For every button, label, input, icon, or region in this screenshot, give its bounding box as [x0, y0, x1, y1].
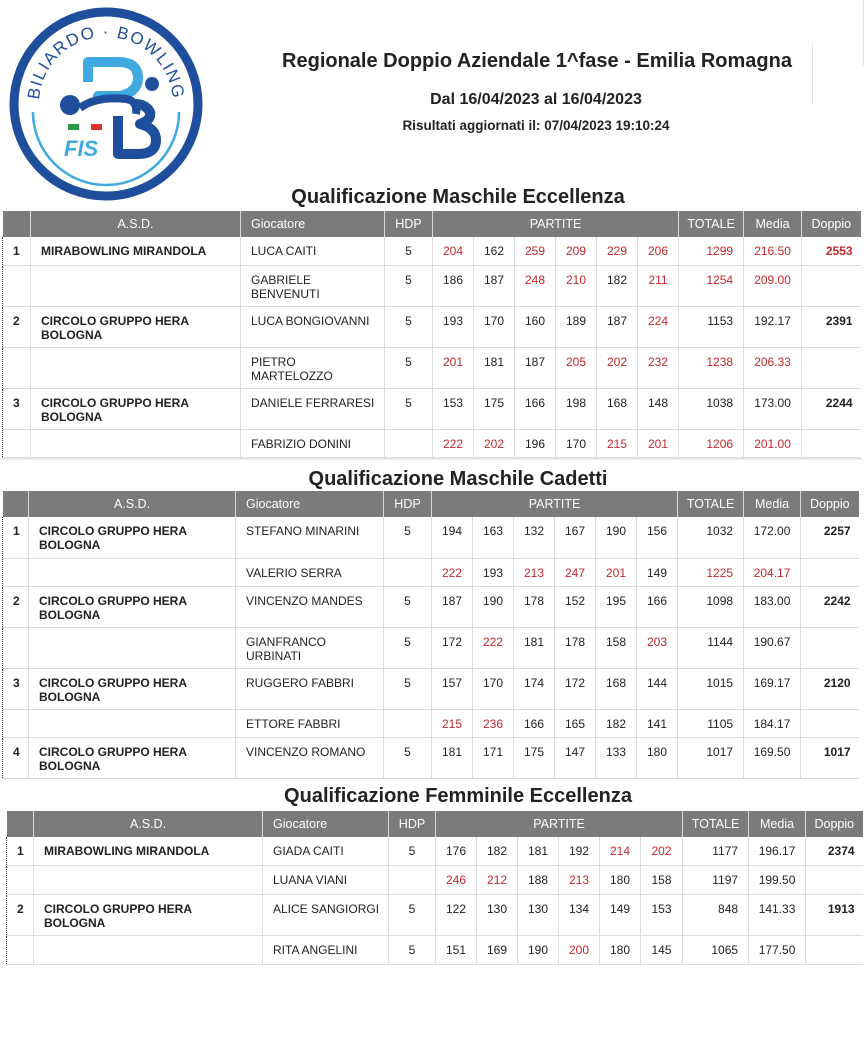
date-range: Dal 16/04/2023 al 16/04/2023: [430, 91, 642, 108]
game-score-cell: 122: [436, 894, 477, 935]
doubles-total-cell: 1913: [806, 894, 863, 935]
hdp-cell: 5: [385, 237, 433, 265]
hdp-cell: 5: [385, 388, 433, 429]
game-score-cell: 246: [436, 865, 477, 894]
hdp-cell: 5: [384, 586, 432, 627]
game-score-cell: 187: [597, 306, 638, 347]
table-row: [3, 237, 861, 265]
logo-top-text: BILIARDO · BOWLING: [24, 21, 189, 101]
divider: [863, 0, 864, 66]
doubles-total-cell: 2242: [801, 586, 859, 627]
game-score-cell: 215: [432, 709, 473, 737]
table-row: [3, 265, 861, 306]
hdp-cell: 5: [385, 306, 433, 347]
game-score-cell: 181: [518, 837, 559, 865]
total-cell: 1098: [678, 586, 744, 627]
doubles-total-cell: [801, 627, 859, 668]
game-score-cell: 178: [555, 627, 596, 668]
club-cell: CIRCOLO GRUPPO HERA BOLOGNA: [31, 388, 241, 429]
game-score-cell: 190: [473, 586, 514, 627]
rank-cell: [3, 347, 31, 388]
game-score-cell: 181: [432, 737, 473, 778]
game-score-cell: 147: [555, 737, 596, 778]
table-row: [3, 627, 859, 668]
average-cell: 172.00: [744, 517, 801, 558]
game-score-cell: 171: [473, 737, 514, 778]
game-score-cell: 178: [514, 586, 555, 627]
club-cell: CIRCOLO GRUPPO HERA BOLOGNA: [29, 586, 236, 627]
hdp-cell: 5: [389, 935, 436, 964]
rank-cell: [3, 429, 31, 457]
col-header-doppio: Doppio: [806, 811, 863, 837]
total-cell: 848: [683, 894, 749, 935]
divider: [812, 44, 813, 104]
average-cell: 201.00: [744, 429, 802, 457]
col-header-hdp: HDP: [384, 491, 432, 517]
game-score-cell: 130: [477, 894, 518, 935]
section-title-femminile-eccellenza: Qualificazione Femminile Eccellenza: [284, 785, 632, 807]
game-score-cell: 193: [433, 306, 474, 347]
game-score-cell: 186: [433, 265, 474, 306]
hdp-cell: 5: [385, 265, 433, 306]
rank-cell: 1: [7, 837, 34, 865]
total-cell: 1038: [679, 388, 744, 429]
game-score-cell: 166: [515, 388, 556, 429]
game-score-cell: 205: [556, 347, 597, 388]
col-header-media: Media: [744, 491, 801, 517]
game-score-cell: 187: [432, 586, 473, 627]
game-score-cell: 210: [556, 265, 597, 306]
average-cell: 196.17: [749, 837, 806, 865]
game-score-cell: 194: [432, 517, 473, 558]
game-score-cell: 156: [637, 517, 678, 558]
player-name-cell: PIETRO MARTELOZZO: [241, 347, 385, 388]
game-score-cell: 182: [596, 709, 637, 737]
table-row: [3, 668, 859, 709]
game-score-cell: 152: [555, 586, 596, 627]
game-score-cell: 168: [597, 388, 638, 429]
club-cell: [34, 865, 263, 894]
table-header-row: [7, 811, 863, 837]
game-score-cell: 236: [473, 709, 514, 737]
game-score-cell: 222: [432, 558, 473, 586]
table-row: [3, 347, 861, 388]
game-score-cell: 232: [638, 347, 679, 388]
col-header-rank: [7, 811, 34, 837]
total-cell: 1238: [679, 347, 744, 388]
doubles-total-cell: [801, 709, 859, 737]
game-score-cell: 149: [637, 558, 678, 586]
club-cell: [29, 558, 236, 586]
table-row: [3, 306, 861, 347]
player-name-cell: GIANFRANCO URBINATI: [236, 627, 384, 668]
player-name-cell: FABRIZIO DONINI: [241, 429, 385, 457]
player-name-cell: RUGGERO FABBRI: [236, 668, 384, 709]
page-title: Regionale Doppio Aziendale 1^fase - Emilia Romagna: [282, 50, 792, 72]
club-cell: CIRCOLO GRUPPO HERA BOLOGNA: [34, 894, 263, 935]
last-updated: Risultati aggiornati il: 07/04/2023 19:10:24: [402, 118, 670, 133]
hdp-cell: 5: [384, 627, 432, 668]
game-score-cell: 160: [515, 306, 556, 347]
total-cell: 1177: [683, 837, 749, 865]
game-score-cell: 196: [515, 429, 556, 457]
total-cell: 1153: [679, 306, 744, 347]
club-cell: [31, 347, 241, 388]
game-score-cell: 213: [514, 558, 555, 586]
hdp-cell: 5: [384, 737, 432, 778]
rank-cell: 2: [3, 586, 29, 627]
results-table-femminile-eccellenza: [6, 811, 863, 965]
game-score-cell: 158: [641, 865, 683, 894]
game-score-cell: 190: [596, 517, 637, 558]
rank-cell: [7, 865, 34, 894]
club-cell: CIRCOLO GRUPPO HERA BOLOGNA: [31, 306, 241, 347]
doubles-total-cell: 2257: [801, 517, 859, 558]
game-score-cell: 158: [596, 627, 637, 668]
hdp-cell: [385, 429, 433, 457]
col-header-giocatore: Giocatore: [241, 211, 385, 237]
col-header-hdp: HDP: [389, 811, 436, 837]
game-score-cell: 133: [596, 737, 637, 778]
rank-cell: 2: [7, 894, 34, 935]
game-score-cell: 202: [597, 347, 638, 388]
table-row: [3, 429, 861, 457]
game-score-cell: 192: [559, 837, 600, 865]
col-header-partite: PARTITE: [432, 491, 678, 517]
col-header-asd: A.S.D.: [31, 211, 241, 237]
average-cell: 169.50: [744, 737, 801, 778]
average-cell: 173.00: [744, 388, 802, 429]
rank-cell: 3: [3, 668, 29, 709]
game-score-cell: 144: [637, 668, 678, 709]
hdp-cell: 5: [389, 837, 436, 865]
logo-acronym: FIS: [64, 136, 99, 161]
rank-cell: [3, 709, 29, 737]
club-cell: MIRABOWLING MIRANDOLA: [31, 237, 241, 265]
col-header-giocatore: Giocatore: [263, 811, 389, 837]
total-cell: 1144: [678, 627, 744, 668]
game-score-cell: 190: [518, 935, 559, 964]
game-score-cell: 188: [518, 865, 559, 894]
player-name-cell: VINCENZO ROMANO: [236, 737, 384, 778]
doubles-total-cell: [801, 558, 859, 586]
game-score-cell: 169: [477, 935, 518, 964]
doubles-total-cell: 2553: [802, 237, 861, 265]
player-name-cell: LUCA BONGIOVANNI: [241, 306, 385, 347]
player-name-cell: VALERIO SERRA: [236, 558, 384, 586]
player-name-cell: STEFANO MINARINI: [236, 517, 384, 558]
game-score-cell: 172: [555, 668, 596, 709]
table-row: [7, 837, 863, 865]
game-score-cell: 170: [556, 429, 597, 457]
game-score-cell: 132: [514, 517, 555, 558]
game-score-cell: 198: [556, 388, 597, 429]
rank-cell: [3, 627, 29, 668]
game-score-cell: 180: [600, 865, 641, 894]
game-score-cell: 148: [638, 388, 679, 429]
game-score-cell: 175: [514, 737, 555, 778]
average-cell: 216.50: [744, 237, 802, 265]
game-score-cell: 181: [474, 347, 515, 388]
table-row: [3, 517, 859, 558]
game-score-cell: 214: [600, 837, 641, 865]
game-score-cell: 200: [559, 935, 600, 964]
game-score-cell: 145: [641, 935, 683, 964]
average-cell: 184.17: [744, 709, 801, 737]
col-header-totale: TOTALE: [683, 811, 749, 837]
table-row: [7, 894, 863, 935]
game-score-cell: 165: [555, 709, 596, 737]
doubles-total-cell: 1017: [801, 737, 859, 778]
col-header-hdp: HDP: [385, 211, 433, 237]
divider: [2, 458, 862, 460]
hdp-cell: [384, 558, 432, 586]
table-header-row: [3, 211, 861, 237]
table-row: [3, 558, 859, 586]
average-cell: 199.50: [749, 865, 806, 894]
doubles-total-cell: 2391: [802, 306, 861, 347]
average-cell: 183.00: [744, 586, 801, 627]
game-score-cell: 247: [555, 558, 596, 586]
col-header-doppio: Doppio: [802, 211, 861, 237]
average-cell: 141.33: [749, 894, 806, 935]
average-cell: 204.17: [744, 558, 801, 586]
game-score-cell: 209: [556, 237, 597, 265]
col-header-rank: [3, 211, 31, 237]
table-row: [3, 709, 859, 737]
game-score-cell: 163: [473, 517, 514, 558]
player-name-cell: LUANA VIANI: [263, 865, 389, 894]
game-score-cell: 201: [433, 347, 474, 388]
doubles-total-cell: 2244: [802, 388, 861, 429]
club-cell: [31, 265, 241, 306]
player-name-cell: RITA ANGELINI: [263, 935, 389, 964]
game-score-cell: 259: [515, 237, 556, 265]
player-name-cell: DANIELE FERRARESI: [241, 388, 385, 429]
game-score-cell: 203: [637, 627, 678, 668]
rank-cell: 1: [3, 237, 31, 265]
game-score-cell: 206: [638, 237, 679, 265]
average-cell: 206.33: [744, 347, 802, 388]
rank-cell: 2: [3, 306, 31, 347]
col-header-media: Media: [744, 211, 802, 237]
game-score-cell: 153: [433, 388, 474, 429]
game-score-cell: 213: [559, 865, 600, 894]
club-cell: CIRCOLO GRUPPO HERA BOLOGNA: [29, 517, 236, 558]
hdp-cell: 5: [389, 894, 436, 935]
game-score-cell: 134: [559, 894, 600, 935]
game-score-cell: 182: [477, 837, 518, 865]
game-score-cell: 141: [637, 709, 678, 737]
rank-cell: [3, 558, 29, 586]
doubles-total-cell: 2374: [806, 837, 863, 865]
game-score-cell: 174: [514, 668, 555, 709]
col-header-rank: [3, 491, 29, 517]
rank-cell: 4: [3, 737, 29, 778]
game-score-cell: 201: [638, 429, 679, 457]
total-cell: 1017: [678, 737, 744, 778]
total-cell: 1225: [678, 558, 744, 586]
game-score-cell: 175: [474, 388, 515, 429]
total-cell: 1254: [679, 265, 744, 306]
game-score-cell: 187: [474, 265, 515, 306]
game-score-cell: 162: [474, 237, 515, 265]
club-cell: CIRCOLO GRUPPO HERA BOLOGNA: [29, 737, 236, 778]
game-score-cell: 172: [432, 627, 473, 668]
hdp-cell: 5: [385, 347, 433, 388]
player-name-cell: LUCA CAITI: [241, 237, 385, 265]
game-score-cell: 181: [514, 627, 555, 668]
player-name-cell: VINCENZO MANDES: [236, 586, 384, 627]
doubles-total-cell: [802, 347, 861, 388]
club-cell: CIRCOLO GRUPPO HERA BOLOGNA: [29, 668, 236, 709]
fisb-logo: [6, 4, 206, 204]
average-cell: 190.67: [744, 627, 801, 668]
doubles-total-cell: 2120: [801, 668, 859, 709]
game-score-cell: 180: [637, 737, 678, 778]
game-score-cell: 229: [597, 237, 638, 265]
game-score-cell: 195: [596, 586, 637, 627]
hdp-cell: [384, 709, 432, 737]
game-score-cell: 168: [596, 668, 637, 709]
club-cell: [29, 709, 236, 737]
game-score-cell: 130: [518, 894, 559, 935]
rank-cell: 1: [3, 517, 29, 558]
club-cell: MIRABOWLING MIRANDOLA: [34, 837, 263, 865]
col-header-asd: A.S.D.: [29, 491, 236, 517]
player-name-cell: ALICE SANGIORGI: [263, 894, 389, 935]
game-score-cell: 170: [474, 306, 515, 347]
game-score-cell: 189: [556, 306, 597, 347]
rank-cell: 3: [3, 388, 31, 429]
game-score-cell: 157: [432, 668, 473, 709]
game-score-cell: 166: [514, 709, 555, 737]
results-table-maschile-eccellenza: [2, 211, 861, 458]
game-score-cell: 176: [436, 837, 477, 865]
game-score-cell: 201: [596, 558, 637, 586]
game-score-cell: 202: [641, 837, 683, 865]
hdp-cell: 5: [384, 517, 432, 558]
rank-cell: [7, 935, 34, 964]
game-score-cell: 187: [515, 347, 556, 388]
game-score-cell: 202: [474, 429, 515, 457]
game-score-cell: 212: [477, 865, 518, 894]
game-score-cell: 211: [638, 265, 679, 306]
total-cell: 1015: [678, 668, 744, 709]
game-score-cell: 153: [641, 894, 683, 935]
club-cell: [34, 935, 263, 964]
doubles-total-cell: [802, 265, 861, 306]
game-score-cell: 149: [600, 894, 641, 935]
results-table-maschile-cadetti: [2, 491, 859, 779]
total-cell: 1105: [678, 709, 744, 737]
game-score-cell: 170: [473, 668, 514, 709]
col-header-totale: TOTALE: [679, 211, 744, 237]
game-score-cell: 182: [597, 265, 638, 306]
table-row: [7, 865, 863, 894]
doubles-total-cell: [806, 865, 863, 894]
col-header-partite: PARTITE: [433, 211, 679, 237]
col-header-doppio: Doppio: [801, 491, 859, 517]
table-row: [3, 737, 859, 778]
player-name-cell: GABRIELE BENVENUTI: [241, 265, 385, 306]
game-score-cell: 222: [473, 627, 514, 668]
hdp-cell: [389, 865, 436, 894]
average-cell: 169.17: [744, 668, 801, 709]
average-cell: 209.00: [744, 265, 802, 306]
total-cell: 1206: [679, 429, 744, 457]
table-row: [3, 586, 859, 627]
section-title-maschile-cadetti: Qualificazione Maschile Cadetti: [308, 468, 608, 490]
total-cell: 1299: [679, 237, 744, 265]
game-score-cell: 193: [473, 558, 514, 586]
rank-cell: [3, 265, 31, 306]
col-header-giocatore: Giocatore: [236, 491, 384, 517]
club-cell: [29, 627, 236, 668]
average-cell: 177.50: [749, 935, 806, 964]
doubles-total-cell: [802, 429, 861, 457]
game-score-cell: 151: [436, 935, 477, 964]
game-score-cell: 215: [597, 429, 638, 457]
player-name-cell: ETTORE FABBRI: [236, 709, 384, 737]
table-row: [3, 388, 861, 429]
total-cell: 1197: [683, 865, 749, 894]
total-cell: 1032: [678, 517, 744, 558]
game-score-cell: 222: [433, 429, 474, 457]
col-header-totale: TOTALE: [678, 491, 744, 517]
col-header-asd: A.S.D.: [34, 811, 263, 837]
game-score-cell: 167: [555, 517, 596, 558]
player-name-cell: GIADA CAITI: [263, 837, 389, 865]
total-cell: 1065: [683, 935, 749, 964]
section-title-maschile-eccellenza: Qualificazione Maschile Eccellenza: [291, 186, 625, 208]
table-header-row: [3, 491, 859, 517]
game-score-cell: 224: [638, 306, 679, 347]
hdp-cell: 5: [384, 668, 432, 709]
game-score-cell: 180: [600, 935, 641, 964]
game-score-cell: 166: [637, 586, 678, 627]
average-cell: 192.17: [744, 306, 802, 347]
game-score-cell: 204: [433, 237, 474, 265]
col-header-partite: PARTITE: [436, 811, 683, 837]
game-score-cell: 248: [515, 265, 556, 306]
col-header-media: Media: [749, 811, 806, 837]
table-row: [7, 935, 863, 964]
doubles-total-cell: [806, 935, 863, 964]
club-cell: [31, 429, 241, 457]
